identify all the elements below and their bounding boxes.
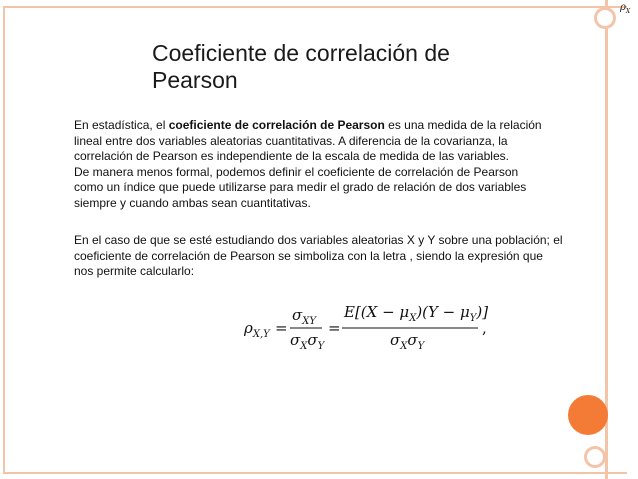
title-line-1: Coeficiente de correlación de bbox=[152, 40, 450, 66]
paragraph-line: En el caso de que se esté estudiando dos variables aleatorias X y Y sobre una población; el bbox=[74, 233, 563, 247]
paragraph-line: nos permite calcularlo: bbox=[74, 264, 195, 278]
formula-equals-1: = bbox=[275, 319, 288, 337]
paragraph-line: De manera menos formal, podemos definir el coeficiente de correlación de Pearson bbox=[74, 164, 519, 179]
formula-lhs: $\rho_{X,Y}$ bbox=[244, 319, 270, 340]
formula-frac1-denominator: $\sigma_X\sigma_Y$ bbox=[290, 331, 325, 352]
paragraph-line: siempre y cuando ambas sean cuantitativas. bbox=[74, 195, 311, 210]
definition-paragraph bbox=[74, 118, 560, 211]
pearson-formula bbox=[244, 297, 494, 357]
decorative-circle-top bbox=[594, 7, 616, 29]
decorative-circle-orange bbox=[568, 395, 608, 435]
formula-frac1-numerator: $\sigma_{XY}$ bbox=[292, 306, 316, 327]
formula-comma: , bbox=[482, 319, 487, 337]
paragraph-line: coeficiente de correlación de Pearson se simboliza con la letra , siendo la expresión que bbox=[74, 248, 543, 263]
title-line-2: Pearson bbox=[152, 67, 238, 93]
formula-frac2-numerator: $E[(X - \mu_X)(Y - \mu_Y)]$ bbox=[344, 303, 489, 324]
usage-paragraph bbox=[74, 233, 586, 280]
corner-rho-symbol: $\rho_X$ bbox=[620, 2, 631, 15]
slide-title bbox=[152, 40, 552, 94]
paragraph-line: En estadística, el coeficiente de correlación de Pearson es una medida de la relación bbox=[74, 118, 542, 132]
paragraph-line: correlación de Pearson es independiente de la escala de medida de las variables. bbox=[74, 149, 509, 163]
formula-equals-2: = bbox=[328, 319, 341, 337]
paragraph-line: lineal entre dos variables aleatorias cuantitativas. A diferencia de la covarianza, la bbox=[74, 133, 508, 148]
paragraph-line: como un índice que puede utilizarse para medir el grado de relación de dos variables bbox=[74, 180, 527, 194]
decorative-circle-bottom bbox=[584, 446, 606, 468]
formula-frac2-denominator: $\sigma_X\sigma_Y$ bbox=[390, 331, 425, 352]
bold-term: coeficiente de correlación de Pearson bbox=[168, 118, 385, 132]
